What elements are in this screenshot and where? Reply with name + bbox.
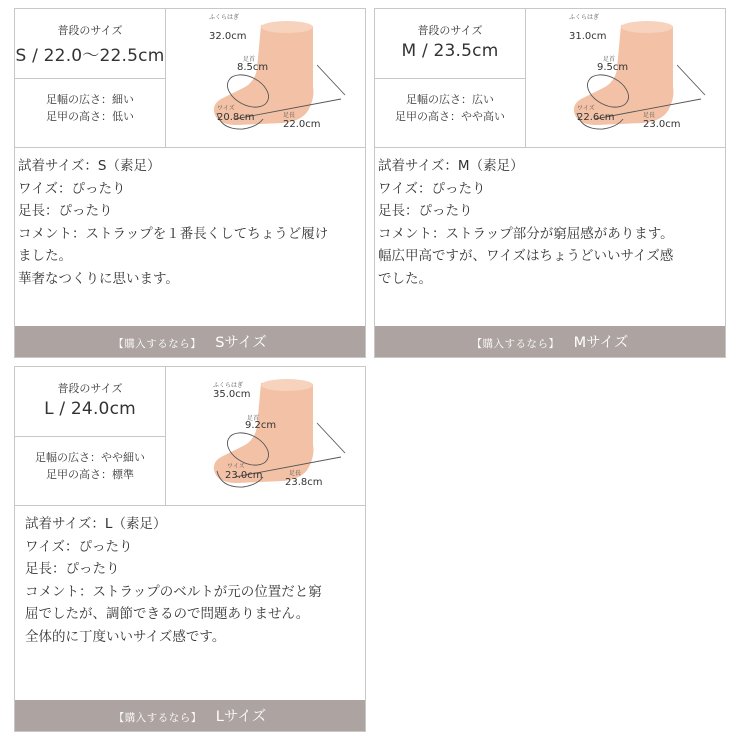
- foot-illustration: [165, 367, 365, 505]
- foot-measure-diagram: [165, 9, 365, 147]
- wise-label: ワイズ: [577, 105, 595, 112]
- size-info: [375, 9, 526, 147]
- buy-recommendation-bar: [15, 700, 365, 731]
- comment-line: コメント：ストラップのベルトが元の位置だと窮: [25, 583, 322, 600]
- comment-line: 試着サイズ：S（素足）: [18, 158, 161, 174]
- usual-size-box: [15, 9, 165, 79]
- size-review-card-l: [14, 366, 366, 732]
- comment-line: 屈でしたが、調節できるので問題ありません。: [25, 606, 310, 622]
- usual-size-value: M / 23.5cm: [401, 41, 499, 61]
- ankle-value: 9.2cm: [245, 420, 277, 431]
- comment-line: 足長：ぴったり: [378, 203, 473, 219]
- card-header: [375, 9, 725, 148]
- comment-line: 足長：ぴったり: [18, 203, 113, 219]
- comment-line: でした。: [378, 270, 432, 287]
- comment-line: 試着サイズ：L（素足）: [25, 516, 167, 532]
- card-header: [15, 367, 365, 506]
- buy-label: 【購入するなら】: [113, 338, 202, 350]
- usual-size-label: 普段のサイズ: [57, 382, 123, 395]
- ankle-label: 足首: [603, 56, 616, 63]
- foot-shape-info: [15, 91, 165, 125]
- size-info: [15, 9, 166, 147]
- comment-line: ワイズ：ぴったり: [378, 180, 486, 197]
- instep-height-line: 足甲の高さ：低い: [46, 110, 134, 123]
- length-value: 22.0cm: [283, 119, 321, 130]
- length-value: 23.8cm: [285, 477, 323, 488]
- wise-value: 20.8cm: [217, 112, 255, 123]
- comment-line: 足長：ぴったり: [25, 561, 120, 577]
- ankle-label: 足首: [243, 56, 256, 63]
- review-comment: [25, 513, 357, 648]
- calf-label: ふくらはぎ: [569, 14, 600, 21]
- foot-illustration: [525, 9, 725, 147]
- size-info: [15, 367, 166, 505]
- instep-height-line: 足甲の高さ：標準: [46, 468, 134, 481]
- comment-line: コメント：ストラップ部分が窮屈感があります。: [378, 225, 674, 242]
- usual-size-box: [375, 9, 525, 79]
- ankle-label: 足首: [247, 415, 260, 422]
- usual-size-label: 普段のサイズ: [417, 24, 483, 37]
- usual-size-value: S / 22.0〜22.5cm: [15, 46, 165, 66]
- comment-line: 試着サイズ：M（素足）: [378, 158, 524, 174]
- length-value: 23.0cm: [643, 119, 681, 130]
- usual-size-label: 普段のサイズ: [57, 24, 123, 37]
- buy-label: 【購入するなら】: [471, 338, 560, 350]
- buy-size: Mサイズ: [573, 335, 629, 351]
- review-comment: [18, 155, 357, 290]
- review-comment: [378, 155, 717, 290]
- calf-value: 32.0cm: [209, 31, 247, 42]
- length-label: 足長: [283, 112, 296, 119]
- foot-measure-diagram: [165, 367, 365, 505]
- foot-measure-diagram: [525, 9, 725, 147]
- foot-illustration: [165, 9, 365, 147]
- wise-value: 22.6cm: [577, 112, 615, 123]
- size-review-card-s: [14, 8, 366, 358]
- size-review-card-m: [374, 8, 726, 358]
- foot-width-line: 足幅の広さ：やや細い: [35, 451, 145, 464]
- buy-recommendation-bar: [15, 326, 365, 357]
- buy-recommendation-bar: [375, 326, 725, 357]
- wise-label: ワイズ: [217, 105, 235, 112]
- comment-line: ました。: [18, 248, 72, 264]
- buy-size: Lサイズ: [215, 709, 267, 725]
- foot-shape-info: [375, 91, 525, 125]
- foot-width-line: 足幅の広さ：広い: [406, 93, 494, 106]
- comment-line: ワイズ：ぴったり: [25, 538, 133, 555]
- buy-label: 【購入するなら】: [113, 712, 202, 724]
- calf-label: ふくらはぎ: [209, 14, 240, 21]
- calf-value: 31.0cm: [569, 31, 607, 42]
- comment-line: ワイズ：ぴったり: [18, 180, 126, 197]
- ankle-value: 8.5cm: [237, 62, 269, 73]
- buy-size: Sサイズ: [215, 335, 267, 351]
- usual-size-box: [15, 367, 165, 437]
- calf-label: ふくらはぎ: [213, 382, 244, 389]
- length-label: 足長: [643, 112, 656, 119]
- calf-value: 35.0cm: [213, 389, 251, 400]
- foot-width-line: 足幅の広さ：細い: [46, 93, 134, 106]
- comment-line: 全体的に丁度いいサイズ感です。: [25, 628, 226, 645]
- ankle-value: 9.5cm: [597, 62, 629, 73]
- wise-label: ワイズ: [227, 463, 245, 470]
- comment-line: 幅広甲高ですが、ワイズはちょうどいいサイズ感: [378, 248, 674, 264]
- usual-size-value: L / 24.0cm: [44, 399, 136, 419]
- instep-height-line: 足甲の高さ：やや高い: [395, 110, 505, 123]
- wise-value: 23.0cm: [225, 470, 263, 481]
- card-header: [15, 9, 365, 148]
- foot-shape-info: [15, 449, 165, 483]
- length-label: 足長: [289, 470, 302, 477]
- comment-line: コメント：ストラップを１番長くしてちょうど履け: [18, 225, 329, 242]
- comment-line: 華奢なつくりに思います。: [18, 270, 179, 287]
